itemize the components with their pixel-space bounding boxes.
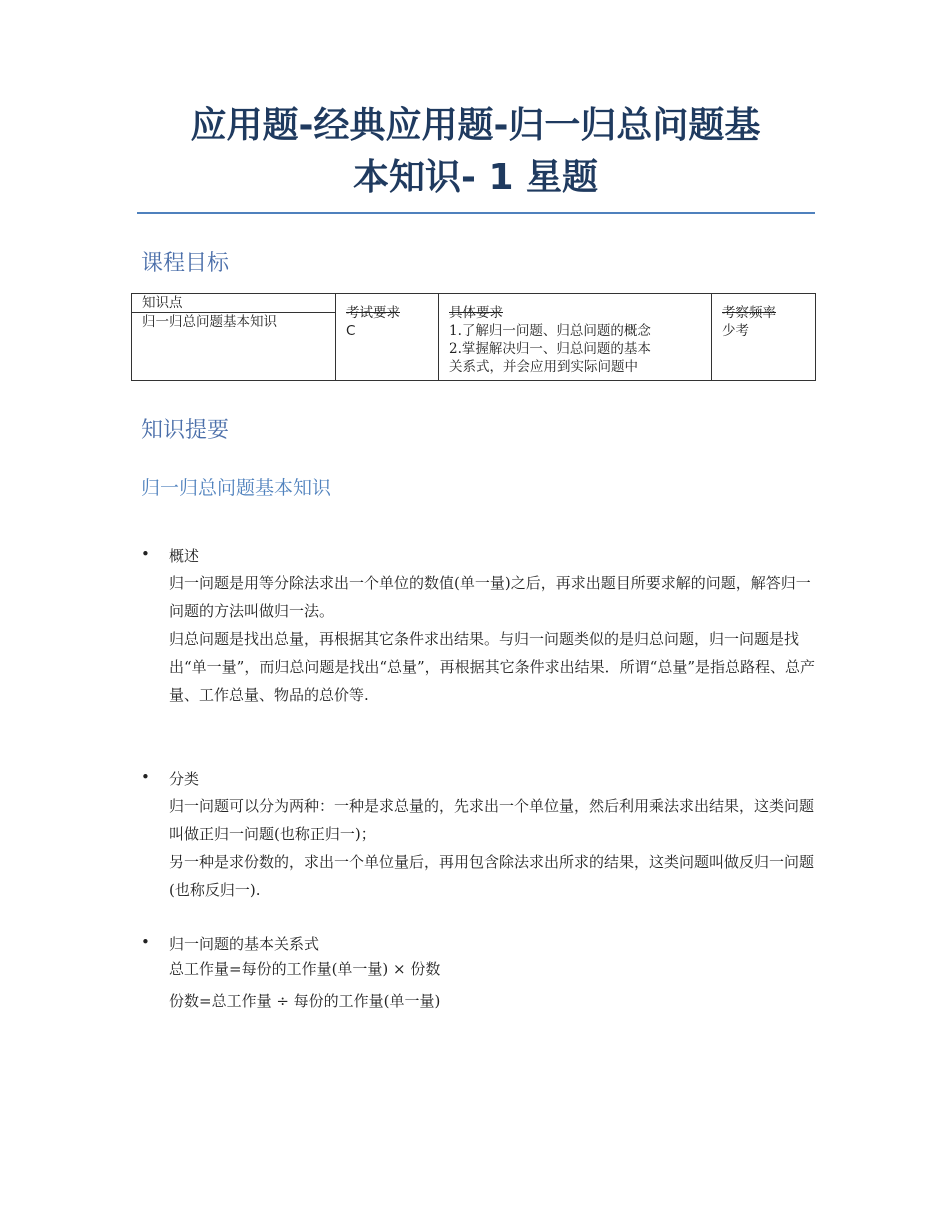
- course-goals-table: [131, 293, 816, 381]
- page-title: [137, 100, 814, 204]
- value-exam: C: [346, 323, 356, 339]
- heading-knowledge-summary: 知识提要: [141, 418, 230, 443]
- value-freq: 少考: [722, 323, 749, 339]
- formula-total-work: 总工作量=每份的工作量(单一量) × 份数: [169, 960, 441, 978]
- bullet-dot: •: [141, 768, 150, 786]
- paragraph: 另一种是求份数的，求出一个单位量后，再用包含除法求出所求的结果，这类问题叫做反归一问题(也称反归一).: [169, 853, 815, 899]
- value-detail-2: 2.掌握解决归一、归总问题的基本: [449, 341, 651, 357]
- value-detail-3: 关系式，并会应用到实际问题中: [449, 359, 638, 375]
- heading-course-goals: 课程目标: [141, 251, 230, 276]
- paragraph: 归一问题可以分为两种：一种是求总量的，先求出一个单位量，然后利用乘法求出结果，这类问题叫做正归一问题(也称正归一)；: [169, 797, 815, 843]
- page-title-line-1: 应用题-经典应用题-归一归总问题基: [190, 105, 761, 146]
- table-row: [132, 294, 816, 381]
- bullet-label: 分类: [169, 770, 200, 788]
- bullet-label: 概述: [169, 547, 200, 565]
- title-divider: [137, 212, 815, 214]
- formula-number-of-parts: 份数=总工作量 ÷ 每份的工作量(单一量): [169, 992, 441, 1010]
- value-detail-1: 1.了解归一问题、归总问题的概念: [449, 323, 651, 339]
- bullet-label: 归一问题的基本关系式: [169, 935, 320, 953]
- bullet-dot: •: [141, 545, 150, 563]
- table-cell-freq: [712, 294, 816, 381]
- value-point: 归一归总问题基本知识: [142, 314, 277, 330]
- paragraph: 归一问题是用等分除法求出一个单位的数值(单一量)之后，再求出题目所要求解的问题，解答归一问题的方法叫做归一法。: [169, 574, 811, 620]
- table-cell-exam: [336, 294, 439, 381]
- header-detail: 具体要求: [449, 305, 503, 321]
- header-point: 知识点: [132, 294, 335, 313]
- table-cell-point: [132, 294, 336, 381]
- header-freq: 考察频率: [722, 305, 776, 321]
- heading-topic: 归一归总问题基本知识: [141, 477, 332, 499]
- table-cell-detail: [439, 294, 712, 381]
- header-exam: 考试要求: [346, 305, 400, 321]
- paragraph: 归总问题是找出总量，再根据其它条件求出结果。与归一问题类似的是归总问题，归一问题是找出“单一量”，而归总问题是找出“总量”，再根据其它条件求出结果．所谓“总量”是指总路程、总产量、工作总量、物品的总价等.: [169, 630, 816, 704]
- page-title-line-2: 本知识- 1 星题: [352, 157, 599, 198]
- bullet-dot: •: [141, 933, 150, 951]
